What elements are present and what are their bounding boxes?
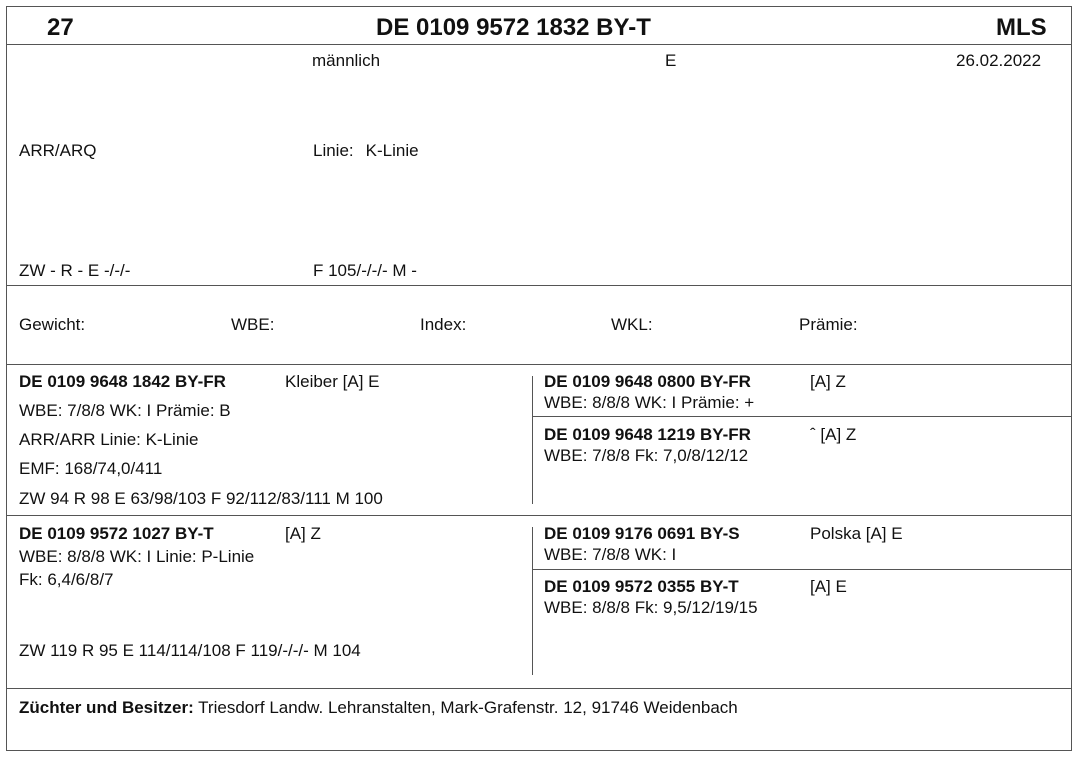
line-value: K-Linie [365,141,419,160]
praemie-label: Prämie: [799,315,858,334]
sire-column-separator [532,376,533,504]
sire-sire-tag: [A] Z [810,372,846,391]
index-label: Index: [420,315,467,334]
animal-section-divider [6,285,1072,286]
wkl-label: WKL: [611,315,653,334]
sire-tag: Kleiber [A] E [285,372,380,391]
animal-sex: männlich [312,51,381,70]
header-divider [6,44,1072,45]
dam-sire-id: DE 0109 9176 0691 BY-S [544,524,740,543]
dam-sire-info: WBE: 7/8/8 WK: I [544,545,677,564]
animal-id: DE 0109 9572 1832 BY-T [376,14,651,41]
weight-label: Gewicht: [19,315,86,334]
dam-dam-id: DE 0109 9572 0355 BY-T [544,577,739,596]
dam-info-2: Fk: 6,4/6/8/7 [19,570,114,589]
catalog-number: 27 [47,14,74,41]
dam-section-divider [6,688,1072,689]
sire-info-1: WBE: 7/8/8 WK: I Prämie: B [19,401,231,420]
animal-date: 26.02.2022 [956,51,1042,70]
dam-column-separator [532,527,533,675]
dam-grandparents-divider [532,569,1072,570]
breeder-label: Züchter und Besitzer: [19,698,194,717]
animal-line [313,141,419,161]
sire-dam-tag: ˆ [A] Z [810,425,857,444]
sire-dam-id: DE 0109 9648 1219 BY-FR [544,425,751,444]
dam-info-3: ZW 119 R 95 E 114/114/108 F 119/-/-/- M 104 [19,641,361,660]
sire-section-divider [6,515,1072,516]
animal-scores-left: ZW - R - E -/-/- [19,261,131,280]
animal-scores-right: F 105/-/-/- M - [313,261,417,280]
sire-info-3: EMF: 168/74,0/411 [19,459,163,478]
sire-sire-id: DE 0109 9648 0800 BY-FR [544,372,751,391]
dam-id: DE 0109 9572 1027 BY-T [19,524,214,543]
animal-genotype: ARR/ARQ [19,141,97,160]
sire-dam-info: WBE: 7/8/8 Fk: 7,0/8/12/12 [544,446,749,465]
dam-sire-tag: Polska [A] E [810,524,903,543]
breeder-value: Triesdorf Landw. Lehranstalten, Mark-Grafenstr. 12, 91746 Weidenbach [198,698,738,717]
line-label: Linie: [313,141,354,160]
animal-class: E [665,51,677,70]
sire-grandparents-divider [532,416,1072,417]
sire-sire-info: WBE: 8/8/8 WK: I Prämie: + [544,393,755,412]
breeder-line [19,698,738,718]
fields-section-divider [6,364,1072,365]
wbe-label: WBE: [231,315,275,334]
dam-info-1: WBE: 8/8/8 WK: I Linie: P-Linie [19,547,255,566]
sire-id: DE 0109 9648 1842 BY-FR [19,372,226,391]
breed-code: MLS [996,14,1047,41]
sire-info-2: ARR/ARR Linie: K-Linie [19,430,199,449]
dam-dam-tag: [A] E [810,577,847,596]
dam-dam-info: WBE: 8/8/8 Fk: 9,5/12/19/15 [544,598,758,617]
sire-info-4: ZW 94 R 98 E 63/98/103 F 92/112/83/111 M 100 [19,489,383,508]
dam-tag: [A] Z [285,524,321,543]
